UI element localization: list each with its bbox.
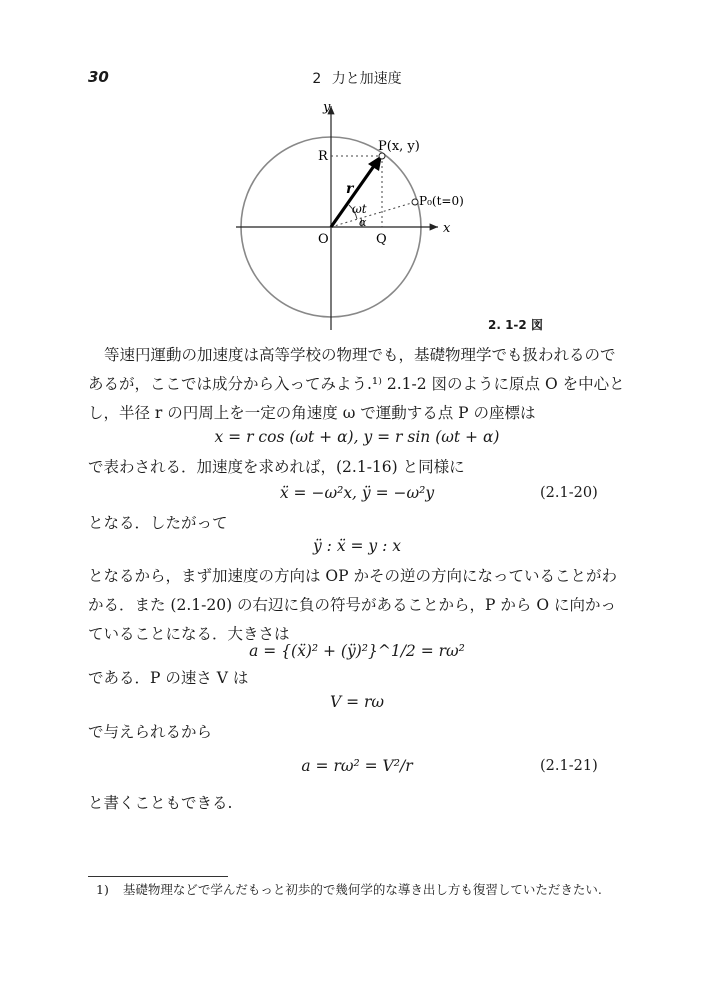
point-p0-label: P₀(t=0) <box>419 194 464 208</box>
paragraph-intro: 等速円運動の加速度は高等学校の物理でも，基礎物理学でも扱われるのであるが，ここでは成分から入ってみよう.¹⁾ 2.1-2 図のように原点 O を中心とし，半径 r の円周上を一定の角速度 ω で運動する点 P の座標は <box>88 346 625 422</box>
figure-caption: 2. 1-2 図 <box>488 318 543 332</box>
y-axis-label: y <box>323 100 331 115</box>
text-line-2: で表わされる．加速度を求めれば，(2.1-16) と同様に <box>88 458 465 476</box>
text-line-5: で与えられるから <box>88 723 213 741</box>
text-line-3: となる．したがって <box>88 514 228 532</box>
footnote-text: 基礎物理などで学んだもっと初歩的で幾何学的な導き出し方も復習していただきたい. <box>122 882 602 897</box>
point-q-label: Q <box>376 232 387 247</box>
equation-position: x = r cos (ωt + α), y = r sin (ωt + α) <box>214 428 500 446</box>
op0-line <box>331 202 415 227</box>
equation-ratio: ÿ : ẍ = y : x <box>313 537 401 555</box>
x-axis-label: x <box>443 221 451 236</box>
angle-alpha-label: α <box>359 216 367 229</box>
origin-label: O <box>318 232 329 247</box>
equation-number-2-1-21: (2.1-21) <box>540 758 598 774</box>
equation-result: a = rω² = V²/r <box>301 757 413 775</box>
page-number: 30 <box>88 68 109 86</box>
equation-acceleration: ẍ = −ω²x, ÿ = −ω²y <box>279 484 435 502</box>
text-line-6: と書くこともできる. <box>88 794 233 812</box>
equation-speed: V = rω <box>329 693 385 711</box>
vector-r <box>331 163 376 227</box>
point-p0 <box>412 199 418 205</box>
text-line-4: である．P の速さ V は <box>88 669 249 687</box>
angle-omega-t-label: ωt <box>352 202 367 216</box>
footnote <box>96 880 602 898</box>
chapter-number: 2 <box>312 71 322 87</box>
circular-motion-figure <box>0 0 714 340</box>
point-r-label: R <box>318 149 328 164</box>
point-p-label: P(x, y) <box>378 139 420 154</box>
chapter-title: 力と加速度 <box>331 71 402 87</box>
footnote-marker: 1) <box>96 882 109 897</box>
vector-r-label: r <box>346 181 354 197</box>
footnote-rule <box>88 876 228 877</box>
equation-number-2-1-20: (2.1-20) <box>540 485 598 501</box>
paragraph-direction: となるから，まず加速度の方向は OP かその逆の方向になっていることがわかる．また (2.1-20) の右辺に負の符号があることから，P から O に向かっていることになる．大きさは <box>88 567 617 643</box>
equation-magnitude: a = {(ẍ)² + (ÿ)²}^1/2 = rω² <box>249 642 465 660</box>
